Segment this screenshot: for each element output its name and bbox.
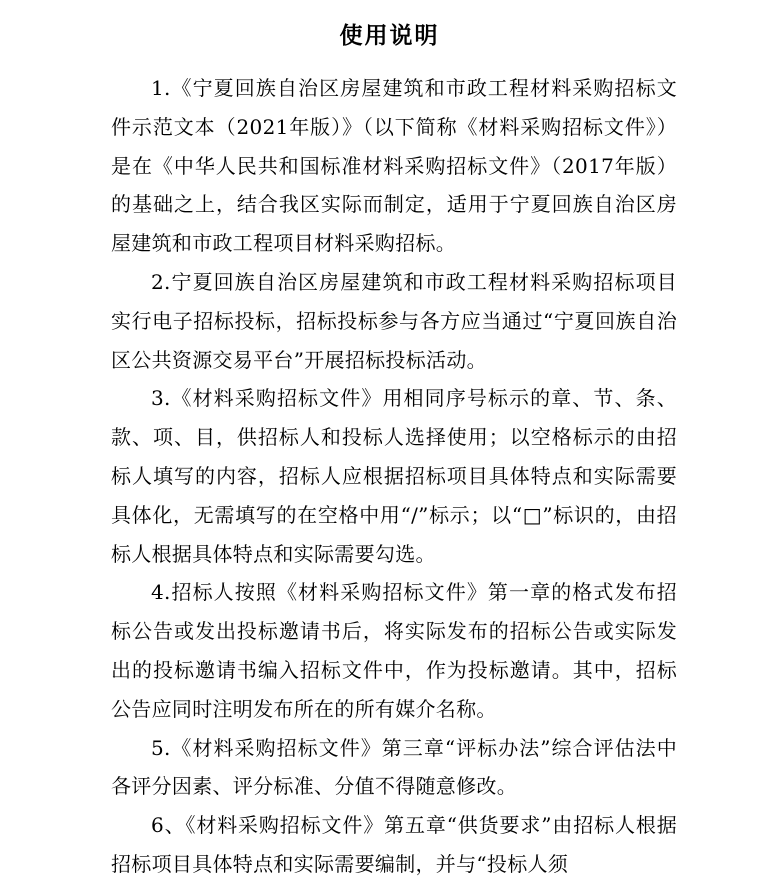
document-title: 使用说明: [339, 23, 440, 49]
paragraph-4: 4.招标人按照《材料采购招标文件》第一章的格式发布招标公告或发出投标邀请书后，将实际发布的招标公告或实际发出的投标邀请书编入招标文件中，作为投标邀请。其中，招标公告应同时注明发布所在的所有媒介名称。: [111, 580, 677, 721]
paragraph-5: 5.《材料采购招标文件》第三章“评标办法”综合评估法中各评分因素、评分标准、分值不得随意修改。: [111, 735, 677, 799]
paragraph-6: 6、《材料采购招标文件》第五章“供货要求”由招标人根据招标项目具体特点和实际需要编制，并与“投标人须: [111, 813, 677, 876]
document-body: [111, 69, 677, 884]
paragraph-3: 3.《材料采购招标文件》用相同序号标示的章、节、条、款、项、目，供招标人和投标人选择使用；以空格标示的由招标人填写的内容，招标人应根据招标项目具体特点和实际需要具体化，无需填写的在空格中用“/”标示；以“□”标识的，由招标人根据具体特点和实际需要勾选。: [111, 386, 677, 566]
paragraph-1: 1.《宁夏回族自治区房屋建筑和市政工程材料采购招标文件示范文本（2021年版）》（以下简称《材料采购招标文件》）是在《中华人民共和国标准材料采购招标文件》（2017年版）的基础之上，结合我区实际而制定，适用于宁夏回族自治区房屋建筑和市政工程项目材料采购招标。: [111, 76, 677, 256]
paragraph-2: 2.宁夏回族自治区房屋建筑和市政工程材料采购招标项目实行电子招标投标，招标投标参与各方应当通过“宁夏回族自治区公共资源交易平台”开展招标投标活动。: [111, 269, 677, 372]
